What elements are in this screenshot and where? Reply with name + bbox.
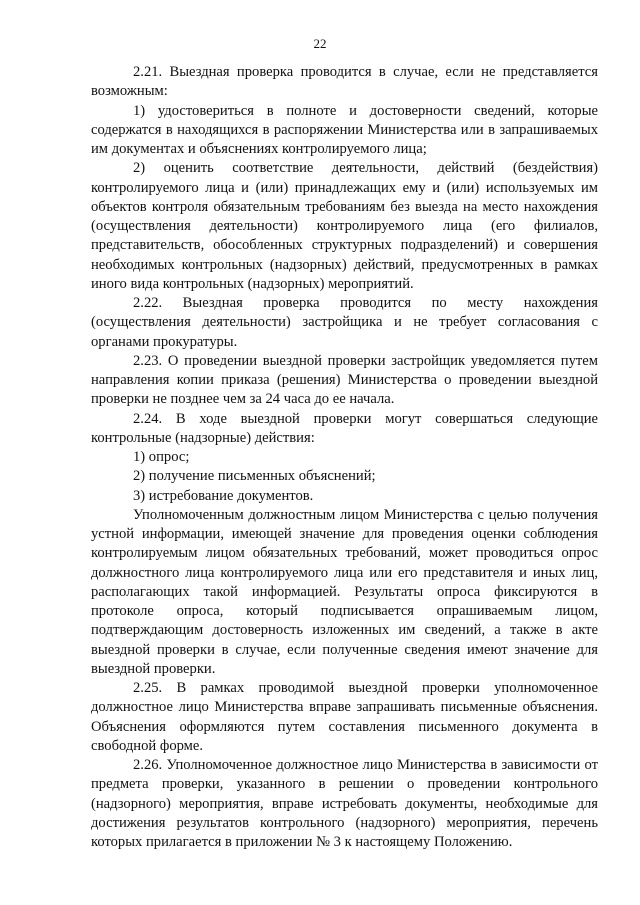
paragraph-survey: Уполномоченным должностным лицом Министерства с целью получения устной информации, имеющей значение для проведения оценки соблюдения контролируемым лицом обязательных требований, может проводиться опрос должностного лица контролируемого лица или его представителя и иных лиц, располагающих такой информацией. Результаты опроса фиксируются в протоколе опроса, который подписывается опрашиваемым лицом, подтверждающим достоверность изложенных им сведений, а также в акте выездной проверки в случае, если полученные сведения имеют значение для выездной проверки. <box>91 506 598 677</box>
paragraph-2-24: 2.24. В ходе выездной проверки могут совершаться следующие контрольные (надзорные) действия: <box>91 410 598 446</box>
paragraph-2-21-item-2: 2) оценить соответствие деятельности, действий (бездействия) контролируемого лица и (или) принадлежащих ему и (или) используемых им объектов контроля обязательным требованиям без выезда на место нахождения (осуществления деятельности) контролируемого лица (его филиалов, представительств, обособленных структурных подразделений) и совершения необходимых контрольных (надзорных) действий, предусмотренных в рамках иного вида контрольных (надзорных) мероприятий. <box>91 160 598 292</box>
paragraph-2-24-item-2: 2) получение письменных объяснений; <box>133 468 376 485</box>
paragraph-2-25: 2.25. В рамках проводимой выездной проверки уполномоченное должностное лицо Министерства вправе запрашивать письменные объяснения. Объяснения оформляются путем составления письменного документа в свободной форме. <box>91 680 598 754</box>
paragraph-2-24-item-1: 1) опрос; <box>133 449 190 465</box>
paragraph-2-26: 2.26. Уполномоченное должностное лицо Министерства в зависимости от предмета проверки, указанного в решении о проведении контрольного (надзорного) мероприятия, вправе истребовать документы, необходимые для достижения результатов контрольного (надзорного) мероприятия, перечень которых прилагается в приложении № 3 к настоящему Положению. <box>91 757 598 850</box>
paragraph-2-21: 2.21. Выездная проверка проводится в случае, если не представляется возможным: <box>91 64 598 100</box>
paragraph-2-24-item-3: 3) истребование документов. <box>133 487 314 504</box>
document-body <box>91 63 598 852</box>
paragraph-2-22: 2.22. Выездная проверка проводится по месту нахождения (осуществления деятельности) застройщика и не требует согласования с органами прокуратуры. <box>91 295 598 350</box>
paragraph-2-23: 2.23. О проведении выездной проверки застройщик уведомляется путем направления копии приказа (решения) Министерства о проведении выездной проверки не позднее чем за 24 часа до ее начала. <box>91 352 598 408</box>
paragraph-2-21-item-1: 1) удостовериться в полноте и достоверности сведений, которые содержатся в находящихся в распоряжении Министерства или в запрашиваемых им документах и объяснениях контролируемого лица; <box>91 102 598 157</box>
page-number: 22 <box>313 36 327 51</box>
